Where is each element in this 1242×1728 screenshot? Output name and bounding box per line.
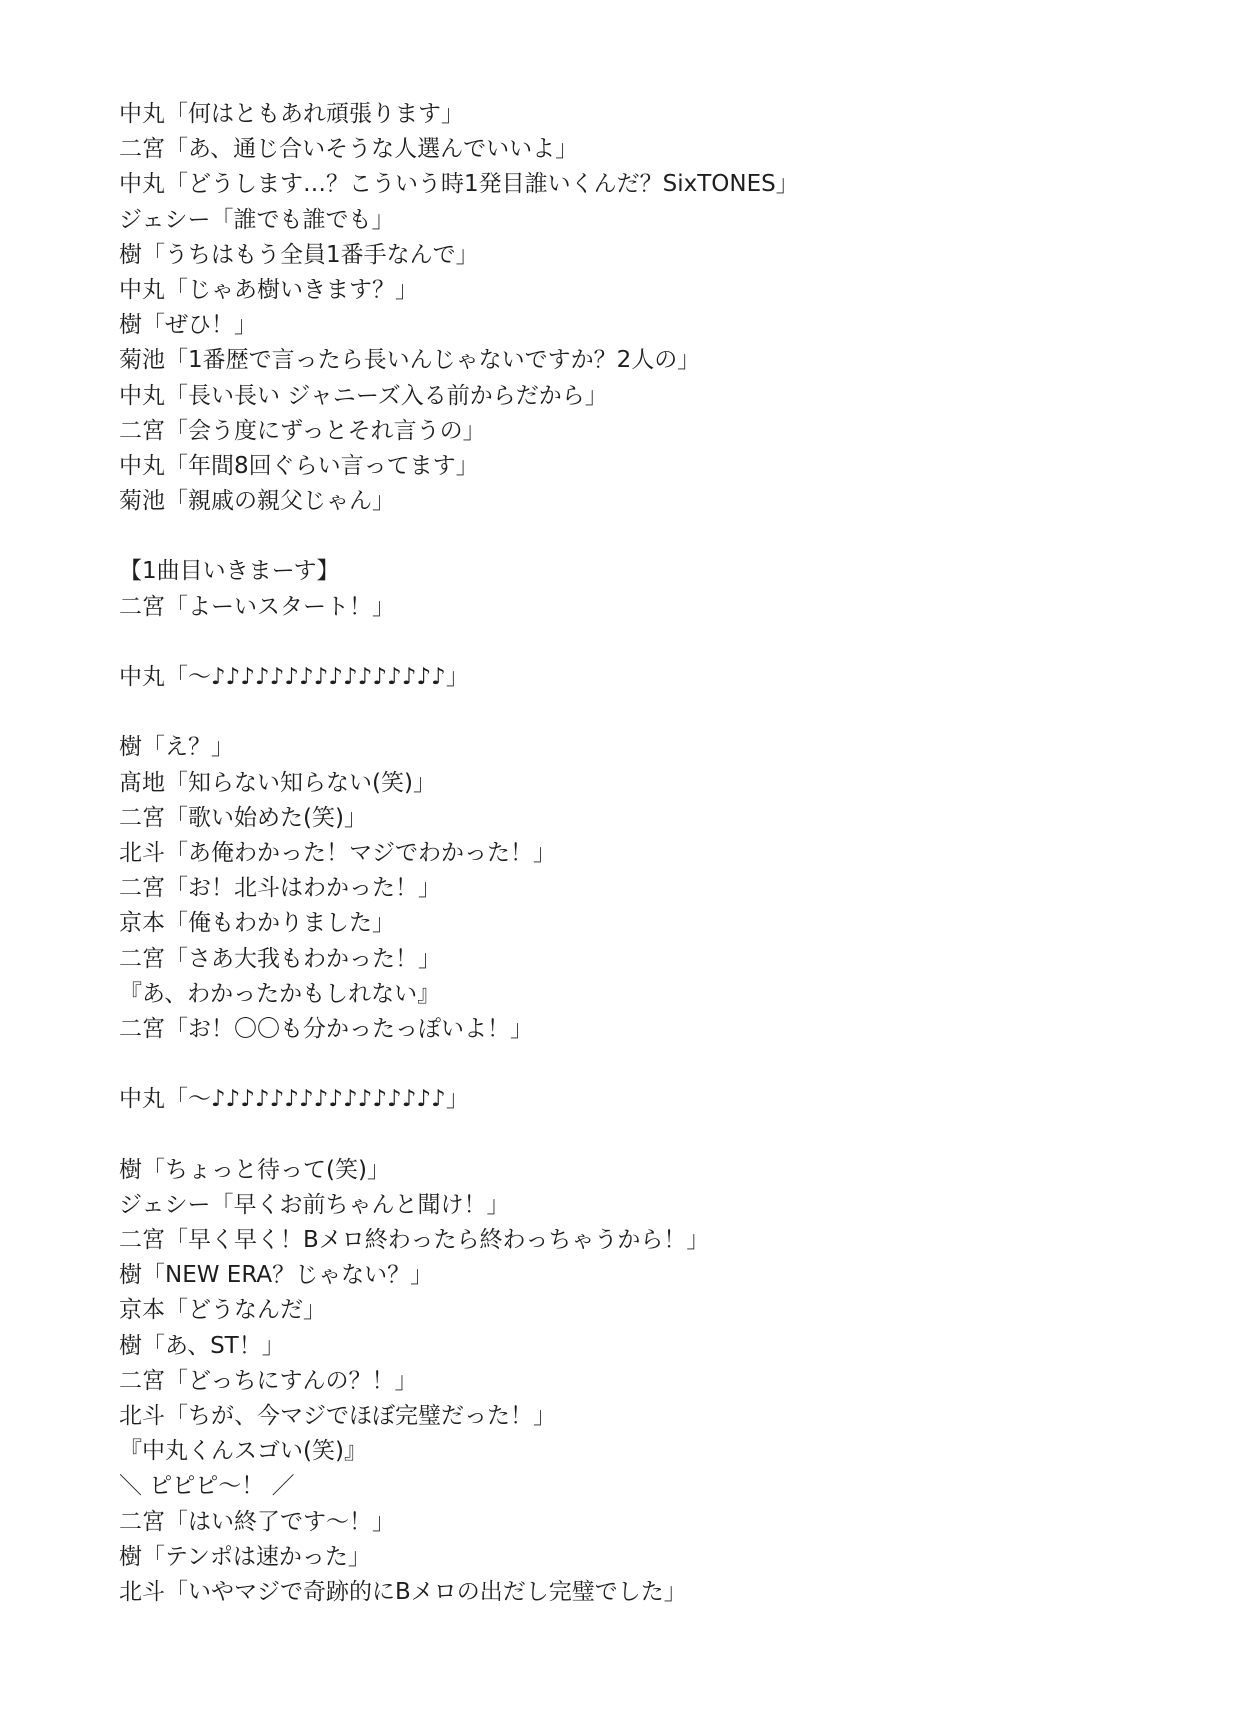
transcript-line: 二宮「会う度にずっとそれ言うの」 (119, 417, 486, 444)
transcript-line: 中丸「長い長い ジャニーズ入る前からだから」 (119, 382, 608, 409)
transcript-line: 『中丸くんスゴい(笑)』 (119, 1438, 367, 1465)
transcript-line: 樹「ちょっと待って(笑)」 (119, 1156, 390, 1183)
transcript-line: 樹「あ、ST！」 (119, 1332, 285, 1359)
transcript-line: 中丸「じゃあ樹いきます？」 (119, 276, 418, 303)
transcript-line: 北斗「ちが、今マジでほぼ完璧だった！」 (119, 1402, 556, 1429)
transcript-line: 中丸「年間8回ぐらい言ってます」 (119, 452, 479, 479)
transcript-line: 二宮「よーいスタート！」 (119, 593, 395, 620)
transcript-line: 【1曲目いきまーす】 (119, 558, 340, 585)
transcript-line: 北斗「あ俺わかった！マジでわかった！」 (119, 839, 556, 866)
transcript-line: 二宮「どっちにすんの？！」 (119, 1367, 418, 1394)
transcript-line: 樹「ぜひ！」 (119, 312, 257, 339)
transcript-line: 二宮「さあ大我もわかった！」 (119, 945, 441, 972)
transcript-line: 菊池「親戚の親父じゃん」 (119, 488, 395, 515)
transcript-line: 樹「テンポは速かった」 (119, 1543, 371, 1570)
transcript-line: 髙地「知らない知らない(笑)」 (119, 769, 436, 796)
transcript-line: 二宮「お！北斗はわかった！」 (119, 875, 441, 902)
transcript-line: 中丸「何はともあれ頑張ります」 (119, 101, 464, 127)
transcript-line: 北斗「いやマジで奇跡的にBメロの出だし完璧でした」 (119, 1578, 687, 1605)
transcript-text (119, 97, 1179, 1610)
transcript-line: 二宮「お！〇〇も分かったっぽいよ！」 (119, 1015, 533, 1042)
transcript-line: 京本「どうなんだ」 (119, 1297, 326, 1324)
transcript-line: 樹「え？」 (119, 734, 234, 761)
blank-line (119, 1047, 1179, 1082)
transcript-line: 二宮「はい終了です〜！」 (119, 1508, 395, 1535)
transcript-line: 菊池「1番歴で言ったら長いんじゃないですか？2人の」 (119, 347, 701, 374)
blank-line (119, 695, 1179, 730)
transcript-line: 中丸「どうします…？こういう時1発目誰いくんだ？SixTONES」 (119, 171, 799, 198)
transcript-line: 中丸「〜♪♪♪♪♪♪♪♪♪♪♪♪♪♪♪♪」 (119, 664, 469, 690)
transcript-line: ＼ ピピピ〜！ ／ (119, 1473, 295, 1500)
transcript-line: 『あ、わかったかもしれない』 (119, 980, 441, 1007)
transcript-line: 二宮「歌い始めた(笑)」 (119, 804, 367, 831)
transcript-line: 中丸「〜♪♪♪♪♪♪♪♪♪♪♪♪♪♪♪♪」 (119, 1086, 469, 1113)
transcript-line: ジェシー「早くお前ちゃんと聞け！」 (119, 1191, 510, 1218)
blank-line (119, 1117, 1179, 1152)
transcript-line: 京本「俺もわかりました」 (119, 910, 395, 937)
blank-line (119, 519, 1179, 554)
transcript-line: 樹「うちはもう全員1番手なんで」 (119, 241, 479, 268)
transcript-line: 二宮「あ、通じ合いそうな人選んでいいよ」 (119, 136, 579, 163)
transcript-line: 二宮「早く早く！Bメロ終わったら終わっちゃうから！」 (119, 1227, 710, 1253)
transcript-line: 樹「NEW ERA？じゃない？」 (119, 1262, 434, 1289)
blank-line (119, 625, 1179, 660)
transcript-line: ジェシー「誰でも誰でも」 (119, 206, 395, 233)
